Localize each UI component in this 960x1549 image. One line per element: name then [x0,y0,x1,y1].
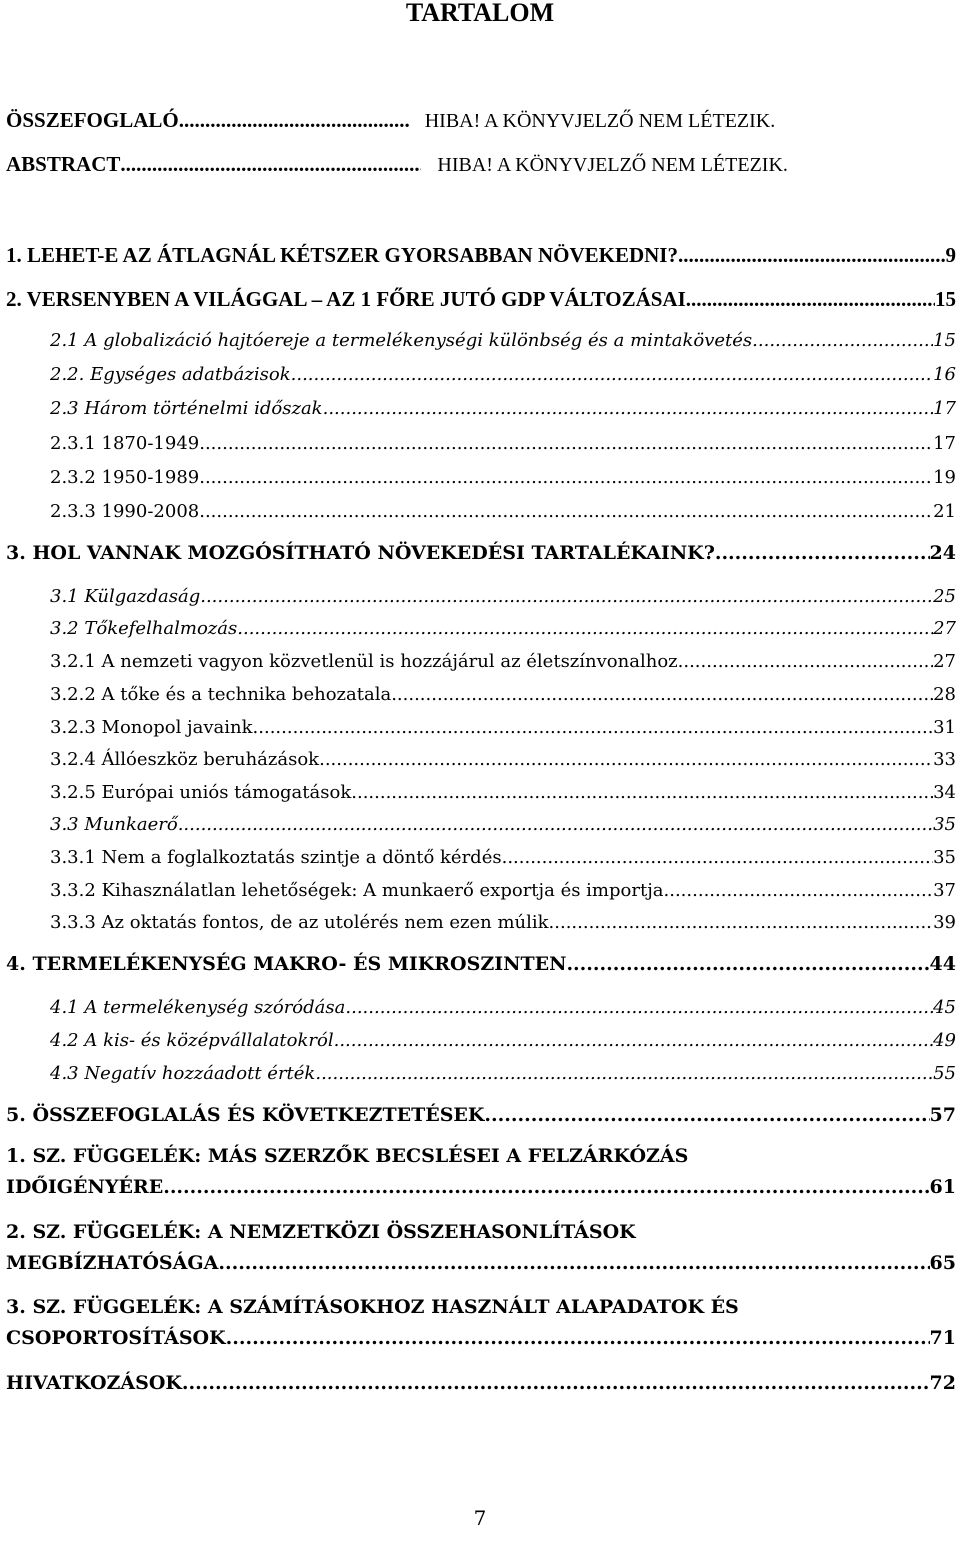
toc-entry-label: 3.2.5 Európai uniós támogatások [50,782,352,803]
toc-entry-label: ÖSSZEFOGLALÓ [6,108,179,132]
toc-entry-label: 3. HOL VANNAK MOZGÓSÍTHATÓ NÖVEKEDÉSI TARTALÉKAINK? [6,542,715,564]
toc-entry-line2 [6,1252,956,1274]
toc-entry[interactable] [50,501,956,522]
toc-entry-label: 3.3.1 Nem a foglalkoztatás szintje a döntő kérdés [50,847,502,868]
toc-entry-label: ABSTRACT [6,152,121,176]
toc-entry-page: 17 [933,433,956,454]
toc-leader [323,398,934,419]
toc-entry-page: 57 [929,1104,956,1126]
toc-entry[interactable] [6,953,956,975]
toc-entry[interactable] [6,1145,956,1198]
toc-entry-label: 2.1 A globalizáció hajtóereje a termelékenységi különbség és a mintakövetés [50,330,753,351]
toc-entry[interactable] [50,847,956,868]
toc-entry-page: 35 [933,847,956,868]
toc-entry-label: 2.3.2 1950-1989 [50,467,200,488]
toc-entry-page: 24 [929,542,956,564]
toc-leader [218,1252,929,1274]
toc-leader [345,997,933,1018]
toc-entry-page: 61 [929,1176,956,1198]
toc-entry-page: 17 [933,398,956,419]
toc-leader [566,953,929,975]
toc-entry[interactable] [50,618,956,639]
toc-entry[interactable] [50,586,956,607]
toc-leader [686,287,935,312]
toc-entry[interactable] [50,364,956,385]
toc-entry-page: 27 [933,618,956,639]
toc-entry[interactable] [50,717,956,738]
toc-entry-label: 3.2 Tőkefelhalmozás [50,618,238,639]
toc-entry[interactable] [50,997,956,1018]
toc-entry-label: 4.2 A kis- és középvállalatokról [50,1030,334,1051]
toc-leader [200,586,933,607]
toc-entry[interactable] [6,1104,956,1126]
toc-entry-page: 19 [933,467,956,488]
toc-leader [549,912,934,933]
page-number: 7 [473,1506,487,1530]
toc-entry-page: 49 [933,1030,956,1051]
toc-leader [678,243,946,268]
toc-entry-page: 25 [933,586,956,607]
toc-entry-page: 34 [933,782,956,803]
toc-entry-label: CSOPORTOSÍTÁSOK [6,1327,226,1349]
toc-entry-label: IDŐIGÉNYÉRE [6,1176,164,1198]
toc-entry[interactable] [50,1030,956,1051]
toc-entry[interactable] [50,398,956,419]
toc-entry-page: 35 [933,814,956,835]
toc-entry-label: 2.2. Egységes adatbázisok [50,364,291,385]
toc-leader [237,618,933,639]
toc-entry-label: 2.3 Három történelmi időszak [50,398,323,419]
toc-leader [199,501,933,522]
toc-leader [752,330,933,351]
toc-entry-page: 39 [933,912,956,933]
toc-entry-page: 72 [929,1372,956,1394]
toc-entry-label: 3.2.1 A nemzeti vagyon közvetlenül is hozzájárul az életszínvonalhoz [50,651,678,672]
toc-entry[interactable] [6,1372,956,1394]
toc-entry[interactable] [50,782,956,803]
toc-entry[interactable] [50,912,956,933]
toc-entry-error: HIBA! A KÖNYVJELZŐ NEM LÉTEZIK. [437,154,788,176]
toc-entry-page: 15 [933,330,956,351]
toc-entry-page: 31 [933,717,956,738]
toc-entry-label: 3.2.2 A tőke és a technika behozatala [50,684,392,705]
toc-entry-label-line1: 3. SZ. FÜGGELÉK: A SZÁMÍTÁSOKHOZ HASZNÁLT ALAPADATOK ÉS [6,1296,739,1318]
toc-entry-label: 4.3 Negatív hozzáadott érték [50,1063,316,1084]
toc-entry[interactable] [50,433,956,454]
toc-entry-label: 1. LEHET-E AZ ÁTLAGNÁL KÉTSZER GYORSABBAN NÖVEKEDNI? [6,243,678,267]
toc-leader [199,467,933,488]
toc-entry-label: MEGBÍZHATÓSÁGA [6,1252,219,1274]
toc-entry[interactable] [50,1063,956,1084]
toc-entry-line2 [6,1327,956,1349]
toc-leader [678,651,933,672]
toc-entry-page: 16 [933,364,956,385]
toc-leader [315,1063,933,1084]
toc-entry[interactable] [6,152,956,177]
toc-entry[interactable] [6,287,956,312]
toc-entry[interactable] [50,467,956,488]
toc-entry-page: 9 [945,243,956,267]
toc-leader [226,1327,930,1349]
toc-entry-label-line1: 1. SZ. FÜGGELÉK: MÁS SZERZŐK BECSLÉSEI A FELZÁRKÓZÁS [6,1145,689,1167]
toc-leader [715,542,930,564]
toc-entry-label: 3.3.2 Kihasználatlan lehetőségek: A munkaerő exportja és importja [50,880,664,901]
toc-entry[interactable] [50,880,956,901]
toc-leader [182,1372,930,1394]
toc-entry[interactable] [6,243,956,268]
toc-entry-label: 2.3.1 1870-1949 [50,433,200,454]
toc-entry-page: 55 [933,1063,956,1084]
toc-entry-label: 3.3 Munkaerő [50,814,178,835]
toc-entry-page: 37 [933,880,956,901]
toc-leader [179,108,409,133]
toc-entry-label: 3.2.4 Állóeszköz beruházások [50,749,320,770]
toc-entry-page: 45 [933,997,956,1018]
toc-entry-page: 21 [933,501,956,522]
toc-leader [291,364,933,385]
toc-entry[interactable] [50,684,956,705]
toc-entry-label: 4. TERMELÉKENYSÉG MAKRO- ÉS MIKROSZINTEN [6,953,567,975]
toc-entry-label: HIVATKOZÁSOK [6,1372,182,1394]
toc-entry[interactable] [6,542,956,564]
toc-entry[interactable] [50,651,956,672]
toc-entry-label: 2. VERSENYBEN A VILÁGGAL – AZ 1 FŐRE JUTÓ GDP VÁLTOZÁSAI [6,287,686,311]
toc-leader [351,782,933,803]
toc-leader [484,1104,929,1126]
toc-entry-label: 4.1 A termelékenység szóródása [50,997,346,1018]
toc-entry[interactable] [6,108,956,133]
toc-entry-page: 27 [933,651,956,672]
page-title: TARTALOM [405,0,555,27]
toc-entry-page: 15 [935,287,956,311]
toc-entry-page: 44 [929,953,956,975]
toc-entry-page: 71 [929,1327,956,1349]
toc-entry-label: 3.3.3 Az oktatás fontos, de az utolérés nem ezen múlik [50,912,549,933]
toc-leader [253,717,934,738]
toc-leader [664,880,934,901]
toc-entry-line2 [6,1176,956,1198]
toc-entry-error: HIBA! A KÖNYVJELZŐ NEM LÉTEZIK. [424,110,776,132]
toc-entry-page: 28 [933,684,956,705]
toc-entry[interactable] [50,749,956,770]
toc-leader [502,847,934,868]
toc-entry[interactable] [6,1296,956,1349]
toc-entry-label: 5. ÖSSZEFOGLALÁS ÉS KÖVETKEZTETÉSEK [6,1104,485,1126]
toc-entry-page: 65 [929,1252,956,1274]
toc-entry-page: 33 [933,749,956,770]
toc-entry-label: 3.1 Külgazdaság [50,586,201,607]
toc-entry[interactable] [50,330,956,351]
toc-leader [163,1176,929,1198]
toc-entry[interactable] [6,1221,956,1274]
toc-entry-label: 3.2.3 Monopol javaink [50,717,253,738]
toc-leader [178,814,933,835]
toc-leader [391,684,933,705]
toc-leader [319,749,933,770]
toc-leader [120,152,421,177]
toc-entry[interactable] [50,814,956,835]
toc-entry-label: 2.3.3 1990-2008 [50,501,200,522]
toc-entry-label-line1: 2. SZ. FÜGGELÉK: A NEMZETKÖZI ÖSSZEHASONLÍTÁSOK [6,1221,636,1243]
toc-leader [334,1030,933,1051]
toc-leader [199,433,933,454]
